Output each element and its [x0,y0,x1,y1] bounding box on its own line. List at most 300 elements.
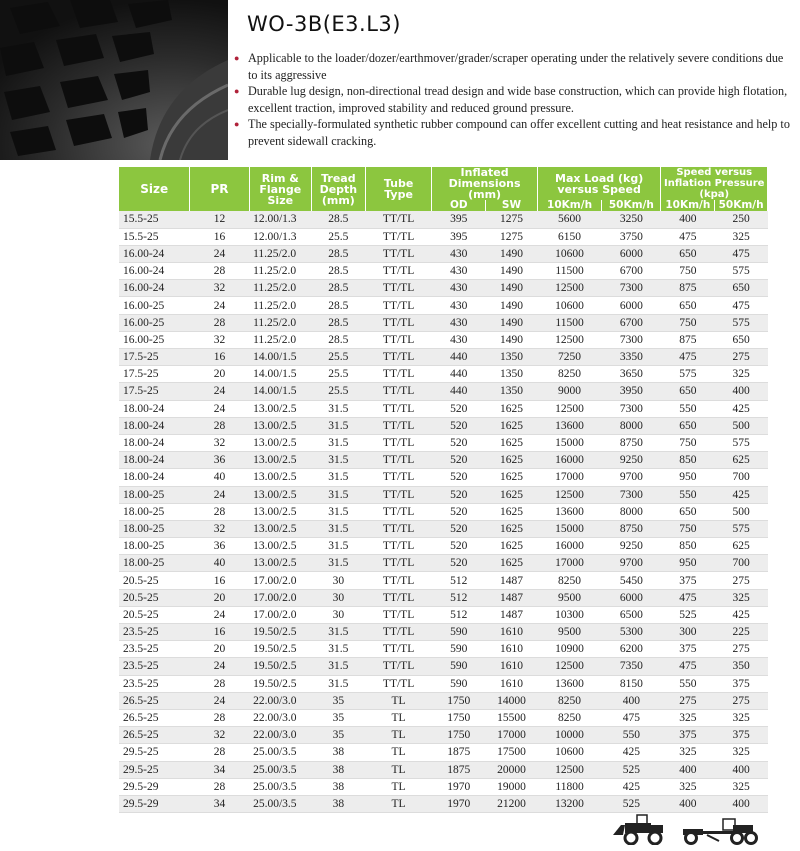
cell-load-50: 3950 [602,383,661,400]
cell-pr: 36 [190,452,249,469]
header-od: OD [432,200,486,211]
cell-load-10: 8250 [537,692,602,709]
cell-od: 512 [432,572,486,589]
cell-od: 440 [432,349,486,366]
cell-tube: TT/TL [365,245,432,262]
cell-load-50: 3650 [602,366,661,383]
cell-tread: 31.5 [311,503,365,520]
cell-sw: 15500 [486,709,538,726]
cell-tube: TT/TL [365,349,432,366]
cell-load-50: 7350 [602,658,661,675]
cell-sw: 17500 [486,744,538,761]
cell-od: 512 [432,589,486,606]
cell-rim: 11.25/2.0 [249,280,311,297]
cell-press-10: 650 [661,245,715,262]
cell-pr: 24 [190,400,249,417]
cell-sw: 1275 [486,211,538,228]
cell-tread: 28.5 [311,280,365,297]
cell-pr: 28 [190,503,249,520]
cell-od: 395 [432,211,486,228]
cell-load-10: 16000 [537,452,602,469]
cell-pr: 20 [190,366,249,383]
cell-load-10: 12500 [537,400,602,417]
cell-press-10: 550 [661,486,715,503]
cell-od: 1750 [432,727,486,744]
cell-rim: 13.00/2.5 [249,417,311,434]
cell-od: 520 [432,503,486,520]
cell-tube: TL [365,761,432,778]
cell-od: 430 [432,245,486,262]
cell-tube: TT/TL [365,572,432,589]
cell-load-50: 525 [602,795,661,812]
cell-press-50: 425 [715,606,768,623]
table-row [119,452,768,469]
table-row [119,417,768,434]
cell-pr: 16 [190,624,249,641]
cell-od: 520 [432,417,486,434]
cell-tube: TT/TL [365,263,432,280]
cell-press-50: 400 [715,383,768,400]
cell-load-50: 6000 [602,297,661,314]
cell-tube: TT/TL [365,280,432,297]
cell-load-50: 8000 [602,503,661,520]
cell-tube: TT/TL [365,606,432,623]
table-row [119,245,768,262]
header-inflated: Inflated Dimensions (mm) [432,167,537,200]
cell-tube: TL [365,744,432,761]
cell-tube: TT/TL [365,383,432,400]
cell-od: 430 [432,297,486,314]
cell-load-10: 11500 [537,314,602,331]
cell-load-10: 10600 [537,245,602,262]
cell-rim: 25.00/3.5 [249,778,311,795]
cell-od: 395 [432,228,486,245]
cell-pr: 24 [190,692,249,709]
header-pressure: Speed versus Inflation Pressure (kpa) [661,167,768,200]
cell-load-10: 13600 [537,417,602,434]
cell-press-50: 625 [715,452,768,469]
cell-tread: 31.5 [311,675,365,692]
cell-size: 18.00-25 [119,503,190,520]
cell-sw: 1350 [486,383,538,400]
cell-rim: 11.25/2.0 [249,245,311,262]
cell-tread: 31.5 [311,658,365,675]
cell-pr: 12 [190,211,249,228]
cell-press-10: 575 [661,366,715,383]
cell-press-10: 750 [661,520,715,537]
cell-rim: 13.00/2.5 [249,503,311,520]
cell-rim: 13.00/2.5 [249,400,311,417]
cell-od: 430 [432,263,486,280]
cell-sw: 1625 [486,400,538,417]
header-load-50: 50Km/h [602,200,661,211]
table-row [119,624,768,641]
cell-press-10: 550 [661,675,715,692]
cell-od: 1875 [432,744,486,761]
cell-rim: 17.00/2.0 [249,606,311,623]
cell-tread: 25.5 [311,349,365,366]
cell-load-10: 12500 [537,331,602,348]
feature-item: ● The specially-formulated synthetic rubber compound can offer excellent cutting and heat resistance and help to prevent sidewall cracking. [232,116,792,149]
cell-tube: TT/TL [365,211,432,228]
table-row [119,211,768,228]
cell-press-10: 650 [661,503,715,520]
cell-press-50: 225 [715,624,768,641]
cell-load-10: 7250 [537,349,602,366]
cell-rim: 12.00/1.3 [249,211,311,228]
cell-rim: 14.00/1.5 [249,349,311,366]
cell-press-10: 325 [661,778,715,795]
header-tube: Tube Type [365,167,432,211]
cell-tread: 30 [311,606,365,623]
cell-pr: 24 [190,486,249,503]
table-row [119,744,768,761]
cell-sw: 1490 [486,245,538,262]
cell-press-10: 650 [661,417,715,434]
cell-press-50: 325 [715,366,768,383]
cell-rim: 13.00/2.5 [249,486,311,503]
table-row [119,658,768,675]
cell-tread: 35 [311,709,365,726]
cell-press-10: 875 [661,280,715,297]
cell-tube: TT/TL [365,675,432,692]
cell-load-10: 13600 [537,675,602,692]
cell-size: 15.5-25 [119,211,190,228]
cell-tube: TL [365,795,432,812]
cell-od: 520 [432,469,486,486]
header-pr: PR [190,167,249,211]
table-row [119,366,768,383]
machine-icons [611,811,761,845]
header-press-10: 10Km/h [661,200,715,211]
cell-press-10: 750 [661,314,715,331]
cell-load-50: 5300 [602,624,661,641]
cell-press-10: 475 [661,658,715,675]
cell-tube: TT/TL [365,486,432,503]
cell-rim: 14.00/1.5 [249,366,311,383]
cell-press-10: 525 [661,606,715,623]
cell-size: 18.00-24 [119,469,190,486]
cell-tread: 38 [311,761,365,778]
cell-press-10: 750 [661,434,715,451]
cell-pr: 28 [190,263,249,280]
cell-press-50: 275 [715,641,768,658]
cell-load-50: 550 [602,727,661,744]
cell-sw: 1610 [486,641,538,658]
cell-tube: TT/TL [365,452,432,469]
cell-pr: 32 [190,280,249,297]
cell-press-50: 275 [715,692,768,709]
cell-pr: 34 [190,795,249,812]
cell-size: 20.5-25 [119,606,190,623]
cell-od: 520 [432,486,486,503]
cell-load-10: 12500 [537,486,602,503]
table-row [119,280,768,297]
cell-tube: TT/TL [365,417,432,434]
table-row [119,727,768,744]
cell-press-50: 575 [715,314,768,331]
cell-rim: 11.25/2.0 [249,331,311,348]
cell-sw: 1625 [486,469,538,486]
cell-pr: 40 [190,469,249,486]
table-row [119,434,768,451]
cell-load-10: 8250 [537,366,602,383]
cell-rim: 11.25/2.0 [249,314,311,331]
cell-tread: 28.5 [311,314,365,331]
cell-sw: 1350 [486,349,538,366]
cell-load-50: 7300 [602,400,661,417]
tire-tread-image [0,0,228,160]
cell-tube: TT/TL [365,658,432,675]
cell-sw: 1625 [486,452,538,469]
cell-tube: TT/TL [365,366,432,383]
cell-rim: 22.00/3.0 [249,709,311,726]
cell-press-50: 575 [715,434,768,451]
cell-pr: 24 [190,606,249,623]
table-row [119,572,768,589]
cell-load-50: 9700 [602,555,661,572]
cell-rim: 22.00/3.0 [249,727,311,744]
cell-load-50: 9250 [602,452,661,469]
cell-sw: 1275 [486,228,538,245]
cell-tread: 31.5 [311,400,365,417]
cell-size: 23.5-25 [119,658,190,675]
cell-od: 520 [432,452,486,469]
cell-pr: 16 [190,349,249,366]
cell-press-10: 275 [661,692,715,709]
cell-rim: 19.50/2.5 [249,675,311,692]
cell-pr: 36 [190,538,249,555]
cell-size: 29.5-29 [119,795,190,812]
cell-pr: 40 [190,555,249,572]
cell-sw: 1490 [486,263,538,280]
cell-pr: 28 [190,417,249,434]
cell-od: 1750 [432,709,486,726]
cell-press-50: 325 [715,744,768,761]
cell-rim: 13.00/2.5 [249,520,311,537]
cell-load-10: 13200 [537,795,602,812]
cell-rim: 13.00/2.5 [249,555,311,572]
table-row [119,538,768,555]
wheel-loader-icon [613,815,663,844]
cell-size: 23.5-25 [119,624,190,641]
cell-pr: 24 [190,245,249,262]
cell-load-10: 12500 [537,280,602,297]
cell-tread: 35 [311,727,365,744]
cell-size: 17.5-25 [119,366,190,383]
cell-press-10: 400 [661,795,715,812]
cell-press-10: 325 [661,744,715,761]
cell-pr: 32 [190,520,249,537]
cell-load-10: 10300 [537,606,602,623]
cell-press-50: 425 [715,400,768,417]
table-row [119,349,768,366]
cell-tube: TT/TL [365,434,432,451]
cell-load-10: 11800 [537,778,602,795]
cell-tube: TT/TL [365,469,432,486]
cell-load-10: 9000 [537,383,602,400]
cell-press-50: 275 [715,572,768,589]
cell-load-50: 6000 [602,589,661,606]
cell-od: 520 [432,555,486,572]
cell-pr: 24 [190,658,249,675]
cell-press-50: 375 [715,727,768,744]
cell-size: 18.00-24 [119,452,190,469]
cell-size: 29.5-29 [119,778,190,795]
cell-od: 520 [432,520,486,537]
cell-tread: 35 [311,692,365,709]
cell-press-50: 275 [715,349,768,366]
cell-tread: 38 [311,744,365,761]
cell-press-50: 350 [715,658,768,675]
cell-tread: 31.5 [311,417,365,434]
cell-tread: 28.5 [311,245,365,262]
cell-size: 17.5-25 [119,349,190,366]
cell-load-50: 6700 [602,314,661,331]
cell-press-10: 400 [661,211,715,228]
cell-press-10: 325 [661,709,715,726]
cell-tube: TT/TL [365,520,432,537]
cell-tread: 28.5 [311,331,365,348]
cell-rim: 13.00/2.5 [249,452,311,469]
cell-press-10: 875 [661,331,715,348]
cell-load-10: 15000 [537,520,602,537]
cell-press-10: 375 [661,641,715,658]
cell-sw: 1625 [486,520,538,537]
cell-size: 18.00-25 [119,486,190,503]
cell-pr: 16 [190,228,249,245]
cell-tube: TT/TL [365,589,432,606]
cell-tube: TT/TL [365,641,432,658]
cell-od: 1875 [432,761,486,778]
header-size: Size [119,167,190,211]
cell-rim: 11.25/2.0 [249,263,311,280]
cell-tread: 31.5 [311,434,365,451]
cell-size: 18.00-25 [119,520,190,537]
cell-rim: 19.50/2.5 [249,624,311,641]
cell-sw: 1350 [486,366,538,383]
cell-sw: 1625 [486,538,538,555]
cell-sw: 1625 [486,434,538,451]
cell-tread: 31.5 [311,555,365,572]
table-row [119,778,768,795]
cell-rim: 25.00/3.5 [249,761,311,778]
cell-press-50: 500 [715,417,768,434]
cell-press-50: 325 [715,709,768,726]
cell-press-50: 650 [715,331,768,348]
cell-tread: 25.5 [311,366,365,383]
cell-load-50: 7300 [602,331,661,348]
cell-press-50: 400 [715,795,768,812]
table-row [119,606,768,623]
cell-load-10: 5600 [537,211,602,228]
cell-press-10: 850 [661,452,715,469]
cell-tread: 30 [311,572,365,589]
cell-tread: 31.5 [311,520,365,537]
cell-tread: 31.5 [311,486,365,503]
cell-press-10: 750 [661,263,715,280]
cell-tread: 28.5 [311,211,365,228]
cell-load-10: 13600 [537,503,602,520]
cell-od: 430 [432,280,486,297]
cell-tube: TT/TL [365,400,432,417]
cell-size: 18.00-25 [119,538,190,555]
cell-load-10: 12500 [537,658,602,675]
cell-load-50: 425 [602,744,661,761]
cell-pr: 24 [190,297,249,314]
cell-press-50: 425 [715,486,768,503]
header-tread: Tread Depth (mm) [311,167,365,211]
cell-rim: 13.00/2.5 [249,538,311,555]
cell-press-10: 850 [661,538,715,555]
cell-press-50: 475 [715,245,768,262]
cell-press-10: 375 [661,727,715,744]
cell-od: 1970 [432,778,486,795]
cell-press-10: 650 [661,297,715,314]
cell-sw: 19000 [486,778,538,795]
cell-tread: 31.5 [311,538,365,555]
cell-size: 18.00-24 [119,417,190,434]
cell-od: 1750 [432,692,486,709]
cell-load-10: 6150 [537,228,602,245]
cell-press-50: 400 [715,761,768,778]
cell-tube: TL [365,709,432,726]
spec-table-body [119,211,768,813]
cell-load-10: 10000 [537,727,602,744]
table-row [119,314,768,331]
cell-od: 440 [432,383,486,400]
cell-size: 20.5-25 [119,572,190,589]
cell-load-10: 11500 [537,263,602,280]
table-row [119,589,768,606]
cell-tube: TT/TL [365,555,432,572]
cell-od: 440 [432,366,486,383]
product-title: WO-3B(E3.L3) [247,12,401,36]
cell-rim: 14.00/1.5 [249,383,311,400]
cell-pr: 28 [190,778,249,795]
cell-pr: 24 [190,383,249,400]
cell-sw: 17000 [486,727,538,744]
cell-sw: 1625 [486,417,538,434]
cell-load-10: 15000 [537,434,602,451]
cell-tread: 38 [311,795,365,812]
cell-sw: 1625 [486,555,538,572]
cell-sw: 21200 [486,795,538,812]
cell-rim: 19.50/2.5 [249,641,311,658]
cell-press-10: 475 [661,349,715,366]
table-row [119,263,768,280]
cell-load-10: 16000 [537,538,602,555]
cell-od: 590 [432,675,486,692]
cell-sw: 1487 [486,606,538,623]
cell-size: 17.5-25 [119,383,190,400]
cell-rim: 22.00/3.0 [249,692,311,709]
cell-tread: 28.5 [311,297,365,314]
cell-load-50: 3350 [602,349,661,366]
table-row [119,709,768,726]
cell-sw: 1490 [486,331,538,348]
table-row [119,297,768,314]
cell-load-50: 9700 [602,469,661,486]
cell-size: 18.00-25 [119,555,190,572]
header-load-10: 10Km/h [537,200,602,211]
cell-rim: 12.00/1.3 [249,228,311,245]
cell-tread: 38 [311,778,365,795]
cell-load-10: 9500 [537,624,602,641]
cell-tube: TL [365,692,432,709]
cell-pr: 34 [190,761,249,778]
cell-od: 520 [432,538,486,555]
